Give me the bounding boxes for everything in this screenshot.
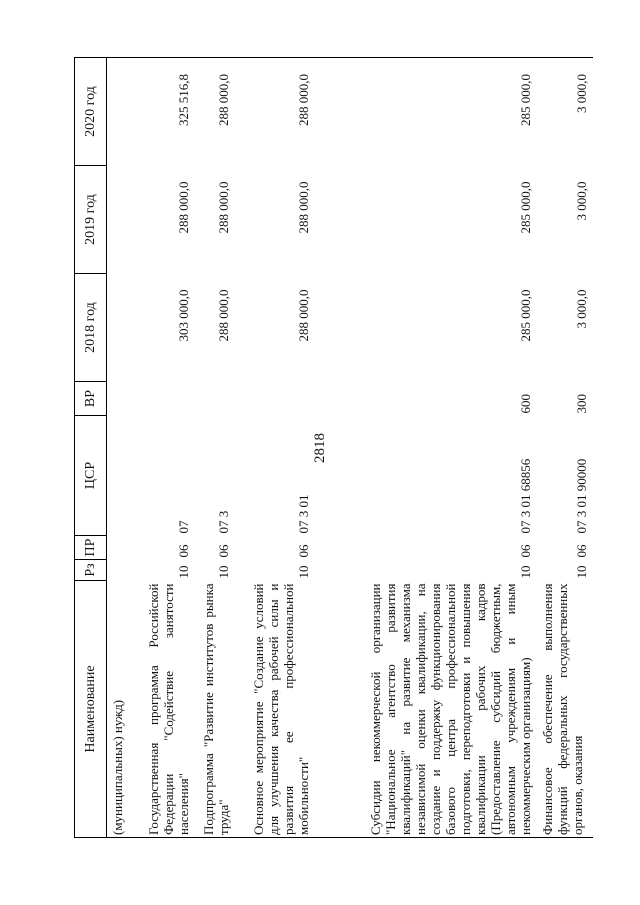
page-number: 2818 [312, 433, 328, 463]
row-2018: 285 000,0 [518, 289, 533, 342]
row-csr: 07 3 01 [296, 494, 311, 534]
row-2020 [107, 58, 130, 166]
row-2019 [107, 166, 130, 274]
table-header-row [75, 58, 107, 838]
row-pr: 06 [518, 544, 533, 558]
row-pr: 06 [296, 544, 311, 558]
row-name: (муниципальных) нужд) [107, 581, 130, 838]
row-2020: 285 000,0 [315, 58, 537, 166]
row-2019: 288 000,0 [296, 181, 311, 234]
row-2018: 303 000,0 [176, 289, 191, 342]
row-2018 [107, 274, 130, 382]
table-row [537, 58, 593, 838]
table-row [129, 58, 195, 838]
row-2019: 285 000,0 [518, 181, 533, 234]
row-name: Основное мероприятие "Создание условий для улучшения качества рабочей силы и развития ее профессиональной мобильности" [235, 581, 315, 838]
row-name: Подпрограмма "Развитие институтов рынка труда" [195, 581, 235, 838]
row-pr: 06 [574, 544, 589, 558]
row-vr: 600 [518, 394, 533, 414]
row-csr [107, 416, 130, 536]
header-csr: ЦСР [75, 416, 107, 536]
table-row [195, 58, 235, 838]
row-2019: 288 000,0 [176, 181, 191, 234]
budget-table [74, 57, 593, 838]
row-rz: 10 [296, 565, 311, 579]
row-csr: 07 [176, 520, 191, 534]
header-rz: Рз [75, 560, 107, 581]
row-rz: 10 [176, 565, 191, 579]
table-row [235, 58, 315, 838]
row-pr [107, 536, 130, 560]
table-row [107, 58, 130, 838]
row-2018: 3 000,0 [574, 289, 589, 329]
row-csr: 07 3 [216, 510, 231, 534]
header-vr: ВР [75, 382, 107, 416]
header-pr: ПР [75, 536, 107, 560]
table-row [315, 58, 537, 838]
rotated-page [74, 58, 589, 838]
row-2020: 325 516,8 [129, 58, 195, 166]
row-name: Субсидии некоммерческой организации "Национальное агентство развития квалификаций" на развитие механизма независимой оценки квалификации, на создание и поддержку функционирования базового центра профессиональной подготовки, переподготовки и повышения квалификации рабочих кадров (Предоставление субсидий бюджетным, автономным учреждениям и иным некоммерческим организациям) [315, 581, 537, 838]
row-pr: 06 [176, 544, 191, 558]
row-rz: 10 [518, 565, 533, 579]
row-rz [107, 560, 130, 581]
header-2018: 2018 год [75, 274, 107, 382]
row-rz: 10 [216, 565, 231, 579]
row-vr [235, 382, 315, 416]
row-2019: 3 000,0 [574, 181, 589, 221]
row-2020: 288 000,0 [235, 58, 315, 166]
row-rz: 10 [574, 565, 589, 579]
row-vr [195, 382, 235, 416]
row-vr [129, 382, 195, 416]
row-name: Финансовое обеспечение выполнения функций федеральных государственных органов, оказания [537, 581, 593, 838]
row-csr: 07 3 01 90000 [574, 458, 589, 534]
header-name: Наименование [75, 581, 107, 838]
row-2020: 3 000,0 [537, 58, 593, 166]
row-2020: 288 000,0 [195, 58, 235, 166]
row-2018: 288 000,0 [216, 289, 231, 342]
row-csr: 07 3 01 68856 [518, 458, 533, 534]
row-pr: 06 [216, 544, 231, 558]
row-2019: 288 000,0 [216, 181, 231, 234]
row-name: Государственная программа Российской Федерации "Содействие занятости населения" [129, 581, 195, 838]
row-2018: 288 000,0 [296, 289, 311, 342]
row-vr [107, 382, 130, 416]
header-2019: 2019 год [75, 166, 107, 274]
header-2020: 2020 год [75, 58, 107, 166]
row-vr: 300 [574, 394, 589, 414]
